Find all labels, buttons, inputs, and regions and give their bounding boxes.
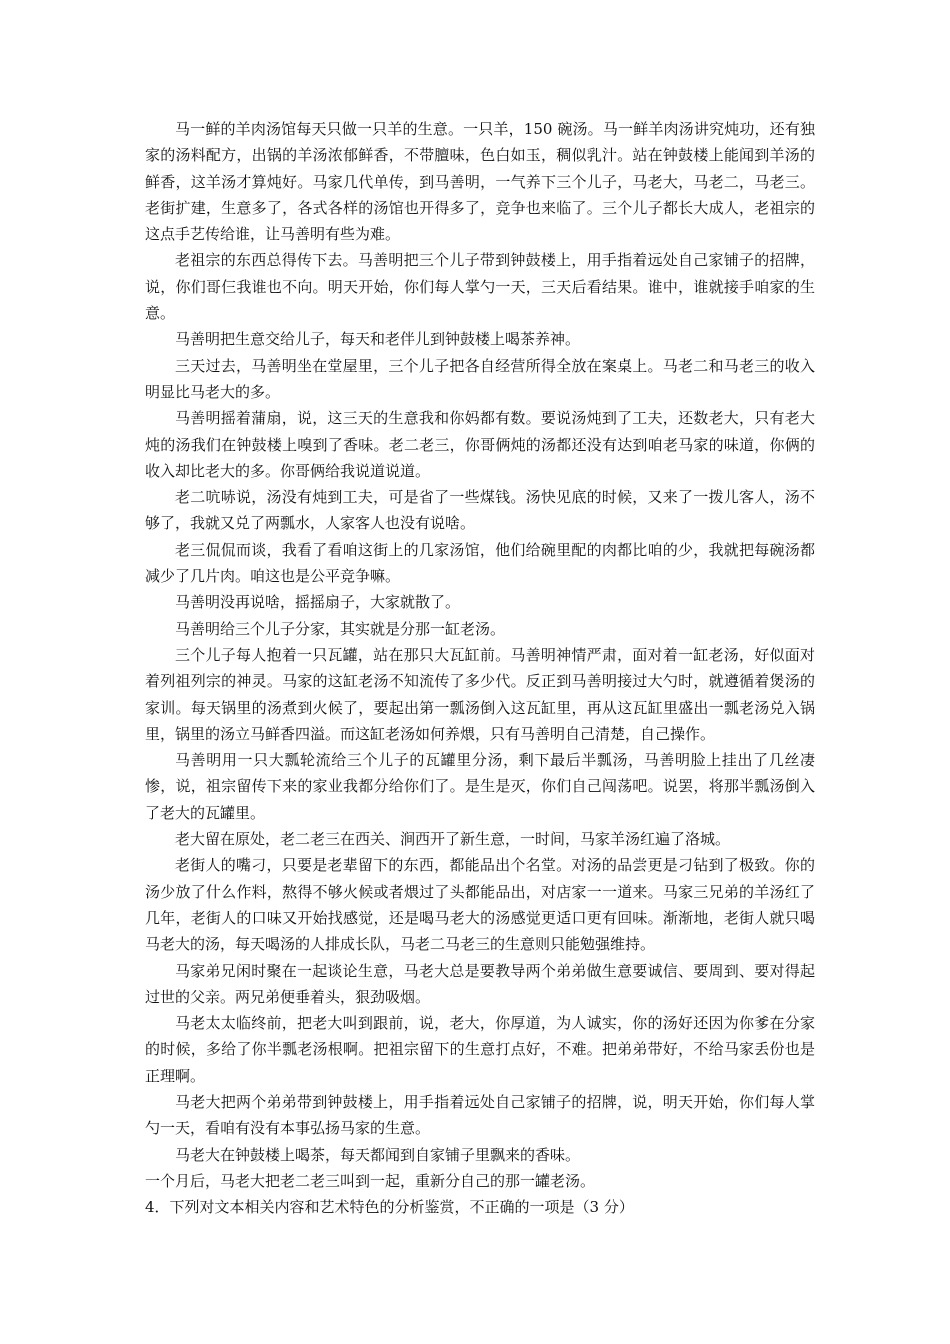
paragraph: 三个儿子每人抱着一只瓦罐，站在那只大瓦缸前。马善明神情严肃，面对着一缸老汤，好似面对着列祖列宗的神灵。马家的这缸老汤不知流传了多少代。反正到马善明接过大勺时，就遵循着煲汤的家训。每天锅里的汤煮到火候了，要起出第一瓢汤倒入这瓦缸里，再从这瓦缸里盛出一瓢老汤兑入锅里，锅里的汤立马鲜香四溢。而这缸老汤如何养煨，只有马善明自己清楚，自己操作。: [145, 645, 815, 743]
paragraph: 马一鲜的羊肉汤馆每天只做一只羊的生意。一只羊，150 碗汤。马一鲜羊肉汤讲究炖功，还有独家的汤料配方，出锅的羊汤浓郁鲜香，不带膻味，色白如玉，稠似乳汁。站在钟鼓楼上能闻到羊汤的鲜香，这羊汤才算炖好。马家几代单传，到马善明，一气养下三个儿子，马老大，马老二，马老三。老街扩建，生意多了，各式各样的汤馆也开得多了，竞争也来临了。三个儿子都长大成人，老祖宗的这点手艺传给谁，让马善明有些为难。: [145, 120, 815, 244]
question-4: 4．下列对文本相关内容和艺术特色的分析鉴赏，不正确的一项是（3 分）: [145, 1198, 634, 1217]
paragraph: 老三侃侃而谈，我看了看咱这街上的几家汤馆，他们给碗里配的肉都比咱的少，我就把每碗汤都减少了几片肉。咱这也是公平竞争嘛。: [145, 540, 815, 586]
paragraph: 马老大把两个弟弟带到钟鼓楼上，用手指着远处自己家铺子的招牌，说，明天开始，你们每人掌勺一天，看咱有没有本事弘扬马家的生意。: [145, 1092, 815, 1138]
paragraph: 马善明摇着蒲扇，说，这三天的生意我和你妈都有数。要说汤炖到了工夫，还数老大，只有老大炖的汤我们在钟鼓楼上嗅到了香味。老二老三，你哥俩炖的汤都还没有达到咱老马家的味道，你俩的收入却比老大的多。你哥俩给我说道说道。: [145, 409, 815, 480]
paragraph: 三天过去，马善明坐在堂屋里，三个儿子把各自经营所得全放在案桌上。马老二和马老三的收入明显比马老大的多。: [145, 356, 815, 401]
paragraph: 马家弟兄闲时聚在一起谈论生意，马老大总是要教导两个弟弟做生意要诚信、要周到、要对得起过世的父亲。两兄弟便垂着头，狠劲吸烟。: [145, 961, 815, 1006]
paragraph: 老大留在原处，老二老三在西关、涧西开了新生意，一时间，马家羊汤红遍了洛城。: [175, 830, 731, 849]
closing-line: 一个月后，马老大把老二老三叫到一起，重新分自己的那一罐老汤。: [145, 1171, 596, 1190]
paragraph: 马善明没再说啥，摇摇扇子，大家就散了。: [175, 593, 461, 612]
paragraph: 老祖宗的东西总得传下去。马善明把三个儿子带到钟鼓楼上，用手指着远处自己家铺子的招牌，说，你们哥仨我谁也不向。明天开始，你们每人掌勺一天，三天后看结果。谁中，谁就接手咱家的生意。: [145, 251, 815, 323]
paragraph: 马善明把生意交给儿子，每天和老伴儿到钟鼓楼上喝茶养神。: [175, 330, 581, 349]
document-body: [145, 116, 815, 1220]
paragraph: 马善明给三个儿子分家，其实就是分那一缸老汤。: [175, 619, 506, 638]
paragraph: 老二吭哧说，汤没有炖到工夫，可是省了一些煤钱。汤快见底的时候，又来了一拨儿客人，汤不够了，我就又兑了两瓢水，人家客人也没有说啥。: [145, 488, 815, 533]
paragraph: 马老太太临终前，把老大叫到跟前，说，老大，你厚道，为人诚实，你的汤好还因为你爹在分家的时候，多给了你半瓢老汤根啊。把祖宗留下的生意打点好，不难。把弟弟带好，不给马家丢份也是正理啊。: [145, 1014, 815, 1085]
paragraph: 马老大在钟鼓楼上喝茶，每天都闻到自家铺子里飘来的香味。: [175, 1145, 581, 1164]
paragraph: 马善明用一只大瓢轮流给三个儿子的瓦罐里分汤，剩下最后半瓢汤，马善明脸上挂出了几丝凄惨，说，祖宗留传下来的家业我都分给你们了。是生是灭，你们自己闯荡吧。说罢，将那半瓢汤倒入了老大的瓦罐里。: [145, 751, 815, 822]
paragraph: 老街人的嘴刁，只要是老辈留下的东西，都能品出个名堂。对汤的品尝更是刁钻到了极致。你的汤少放了什么作料，熬得不够火候或者煨过了头都能品出，对店家一一道来。马家三兄弟的羊汤红了几年，老街人的口味又开始找感觉，还是喝马老大的汤感觉更适口更有回味。渐渐地，老街人就只喝马老大的汤，每天喝汤的人排成长队，马老二马老三的生意则只能勉强维持。: [145, 856, 815, 954]
